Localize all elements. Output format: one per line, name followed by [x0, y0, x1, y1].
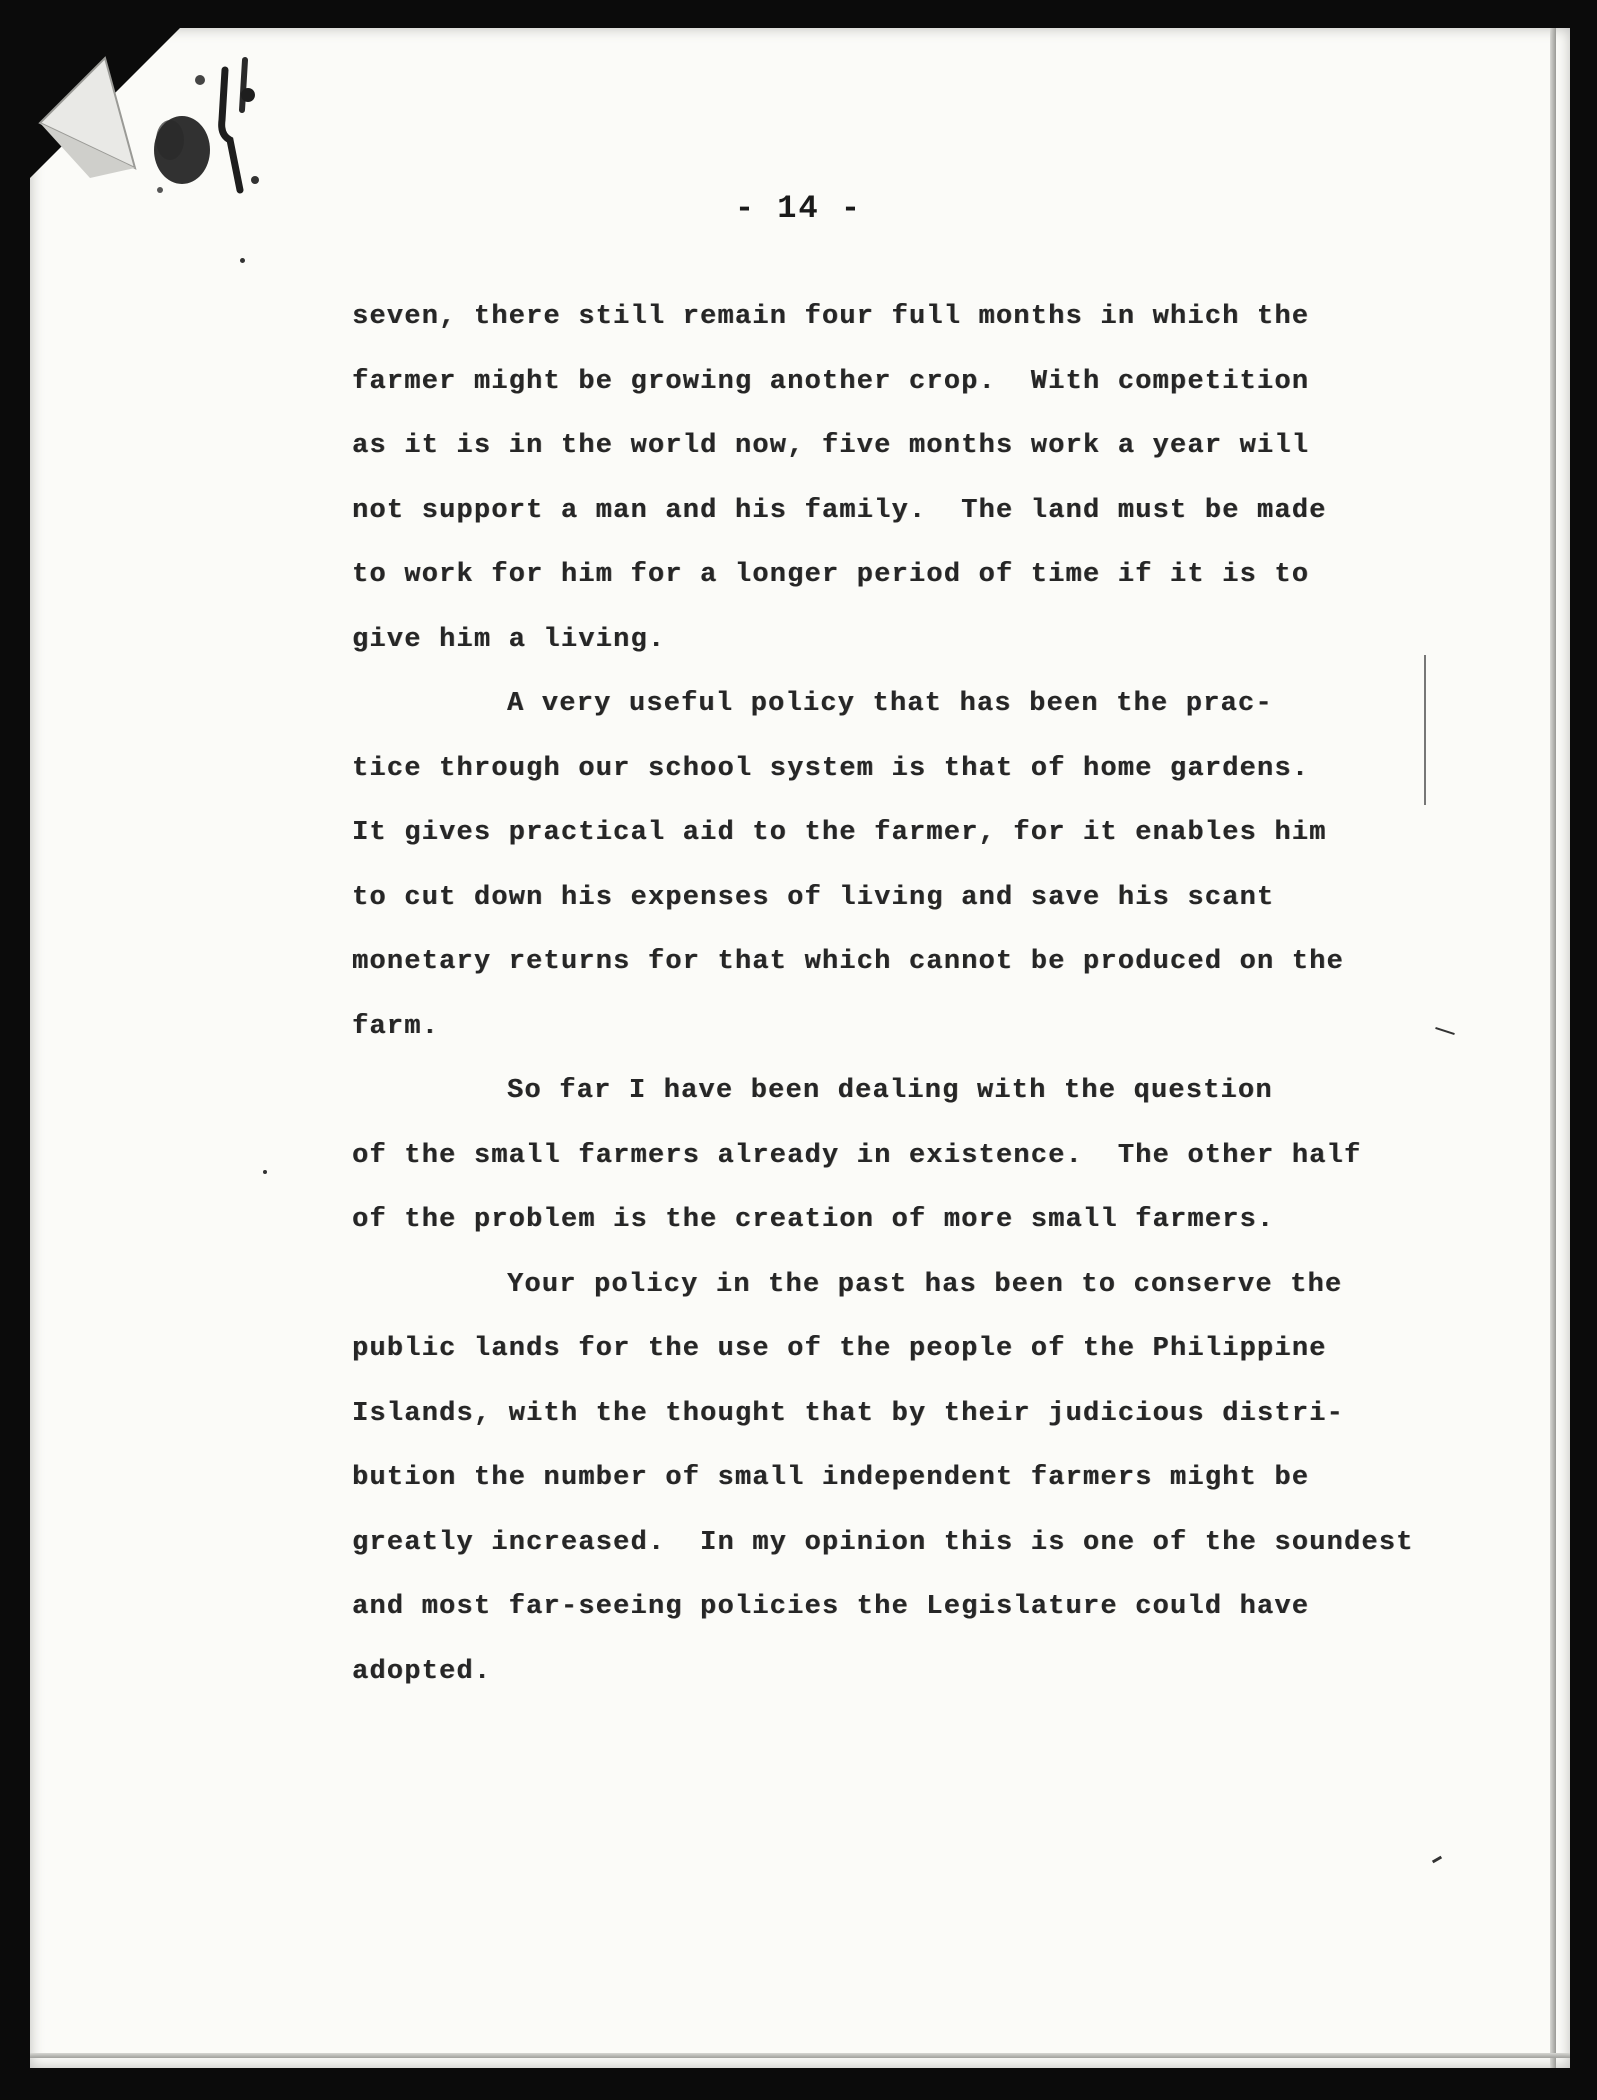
text-line: and most far-seeing policies the Legislature could have — [352, 1592, 1310, 1622]
text-line: as it is in the world now, five months work a year will — [352, 431, 1310, 461]
text-line: of the small farmers already in existence. The other half — [352, 1140, 1362, 1171]
page-edge-right — [1550, 28, 1556, 2068]
text-line: A very useful policy that has been the prac- — [507, 689, 1273, 719]
page-number: - 14 - — [734, 190, 863, 227]
text-line: to work for him for a longer period of time if it is to — [352, 560, 1310, 590]
text-line: tice through our school system is that of home gardens. — [352, 753, 1310, 784]
typed-body-text — [352, 285, 1414, 1704]
text-line: So far I have been dealing with the question — [507, 1076, 1273, 1106]
text-line: of the problem is the creation of more small farmers. — [352, 1205, 1275, 1235]
ink-blot-icon — [130, 40, 270, 210]
text-line: farmer might be growing another crop. With competition — [352, 366, 1310, 397]
stray-mark — [263, 1170, 267, 1174]
text-line: monetary returns for that which cannot be produced on the — [352, 947, 1344, 977]
text-line: not support a man and his family. The land must be made — [352, 495, 1327, 526]
text-line: public lands for the use of the people of the Philippine — [352, 1334, 1327, 1364]
text-line: seven, there still remain four full months in which the — [352, 302, 1310, 332]
text-line: adopted. — [352, 1656, 492, 1687]
text-line: bution the number of small independent farmers might be — [352, 1463, 1310, 1493]
text-line: It gives practical aid to the farmer, for it enables him — [352, 818, 1327, 848]
text-line: greatly increased. In my opinion this is one of the soundest — [352, 1527, 1414, 1558]
text-line: Islands, with the thought that by their judicious distri- — [352, 1398, 1344, 1429]
text-line: Your policy in the past has been to conserve the — [507, 1269, 1343, 1300]
margin-rule — [1424, 655, 1426, 805]
page-edge-bottom — [30, 2053, 1570, 2058]
text-line: farm. — [352, 1011, 440, 1042]
text-line: to cut down his expenses of living and save his scant — [352, 882, 1275, 913]
text-line: give him a living. — [352, 624, 666, 655]
stray-mark — [240, 258, 245, 263]
